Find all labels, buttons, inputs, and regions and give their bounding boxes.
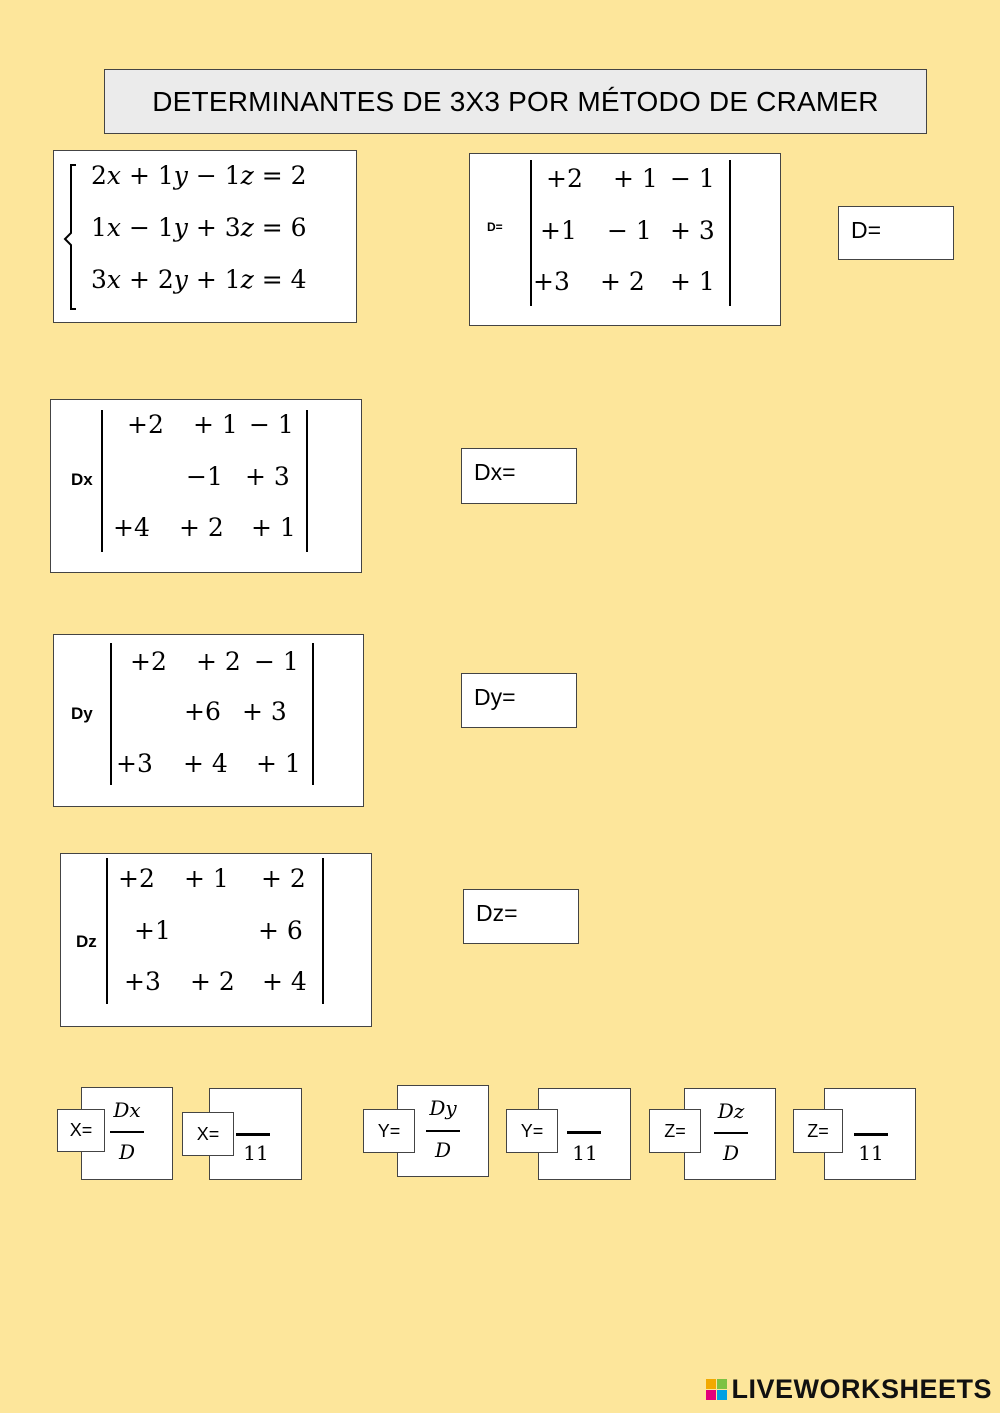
matrix-cell: + 4 [262,967,307,996]
matrix-cell: + 2 [190,967,235,996]
matrix-cell: +2 [546,164,583,193]
matrix-cell: + 2 [196,647,241,676]
matrix-cell: +3 [533,267,570,296]
fraction-numerator: Dy [429,1096,457,1120]
determinant-d-label: D= [487,220,503,234]
matrix-cell: +2 [127,410,164,439]
matrix-cell: + 2 [600,267,645,296]
matrix-cell: +1 [540,216,577,245]
matrix-cell: + 1 [670,267,715,296]
x-label: X= [182,1112,234,1156]
determinant-d-box [469,153,781,326]
fraction-line [110,1131,144,1133]
logo-icon [706,1379,728,1401]
matrix-cell: + 3 [670,216,715,245]
fraction-line [426,1130,460,1132]
matrix-cell: − 1 [249,410,294,439]
numerator-input-line[interactable] [567,1131,601,1134]
logo-text: LIVEWORKSHEETS [731,1374,992,1404]
x-label: X= [57,1109,105,1152]
matrix-cell: − 1 [670,164,715,193]
matrix-cell: +3 [124,967,161,996]
matrix-cell: +3 [116,749,153,778]
dy-answer-field[interactable]: Dy= [461,673,577,728]
numerator-input-line[interactable] [236,1133,270,1136]
matrix-cell: + 1 [256,749,301,778]
matrix-cell: − 1 [254,647,299,676]
matrix-cell: +4 [113,513,150,542]
fraction-denominator: D [722,1141,740,1165]
matrix-cell: + 3 [245,462,290,491]
matrix-cell: + 4 [183,749,228,778]
determinant-right-bar [729,160,731,306]
determinant-dz-label: Dz [76,932,97,951]
matrix-cell: − 1 [607,216,652,245]
determinant-right-bar [306,410,308,552]
determinant-dx-label: Dx [71,470,93,489]
equation-row-3: 3x + 2y + 1z = 4 [91,265,307,294]
matrix-cell: +2 [118,864,155,893]
matrix-cell: + 2 [261,864,306,893]
matrix-cell: + 1 [184,864,229,893]
page-title: DETERMINANTES DE 3X3 POR MÉTODO DE CRAMER [104,69,927,134]
matrix-cell: +1 [134,916,171,945]
fraction-denominator: D [434,1138,452,1162]
z-label: Z= [793,1109,843,1153]
matrix-cell: + 6 [258,916,303,945]
left-brace-icon [62,163,82,311]
determinant-dy-box [53,634,364,807]
matrix-cell: + 1 [613,164,658,193]
liveworksheets-logo [706,1374,992,1405]
dz-answer-field[interactable]: Dz= [463,889,579,944]
fraction-denominator: D [118,1140,136,1164]
determinant-dy-label: Dy [71,704,93,723]
fraction-line [714,1132,748,1134]
determinant-dx-box [50,399,362,573]
equation-system-box [53,150,357,323]
fraction-denominator: 11 [243,1141,269,1165]
determinant-right-bar [322,858,324,1004]
matrix-cell: + 1 [251,513,296,542]
determinant-right-bar [312,643,314,785]
equation-row-2: 1x − 1y + 3z = 6 [91,213,307,242]
determinant-left-bar [106,858,108,1004]
matrix-cell: −1 [186,462,223,491]
determinant-left-bar [110,643,112,785]
dx-answer-field[interactable]: Dx= [461,448,577,504]
y-label: Y= [506,1109,558,1153]
matrix-cell: + 2 [179,513,224,542]
determinant-left-bar [101,410,103,552]
d-answer-field[interactable]: D= [838,206,954,260]
matrix-cell: +2 [130,647,167,676]
numerator-input-line[interactable] [854,1133,888,1136]
fraction-numerator: Dz [717,1099,745,1123]
fraction-denominator: 11 [572,1141,598,1165]
y-label: Y= [363,1109,415,1153]
determinant-left-bar [530,160,532,306]
z-label: Z= [649,1109,701,1153]
matrix-cell: +6 [184,697,221,726]
determinant-dz-box [60,853,372,1027]
fraction-denominator: 11 [858,1141,884,1165]
matrix-cell: + 1 [193,410,238,439]
matrix-cell: + 3 [242,697,287,726]
equation-row-1: 2x + 1y − 1z = 2 [91,161,307,190]
fraction-numerator: Dx [113,1098,141,1122]
